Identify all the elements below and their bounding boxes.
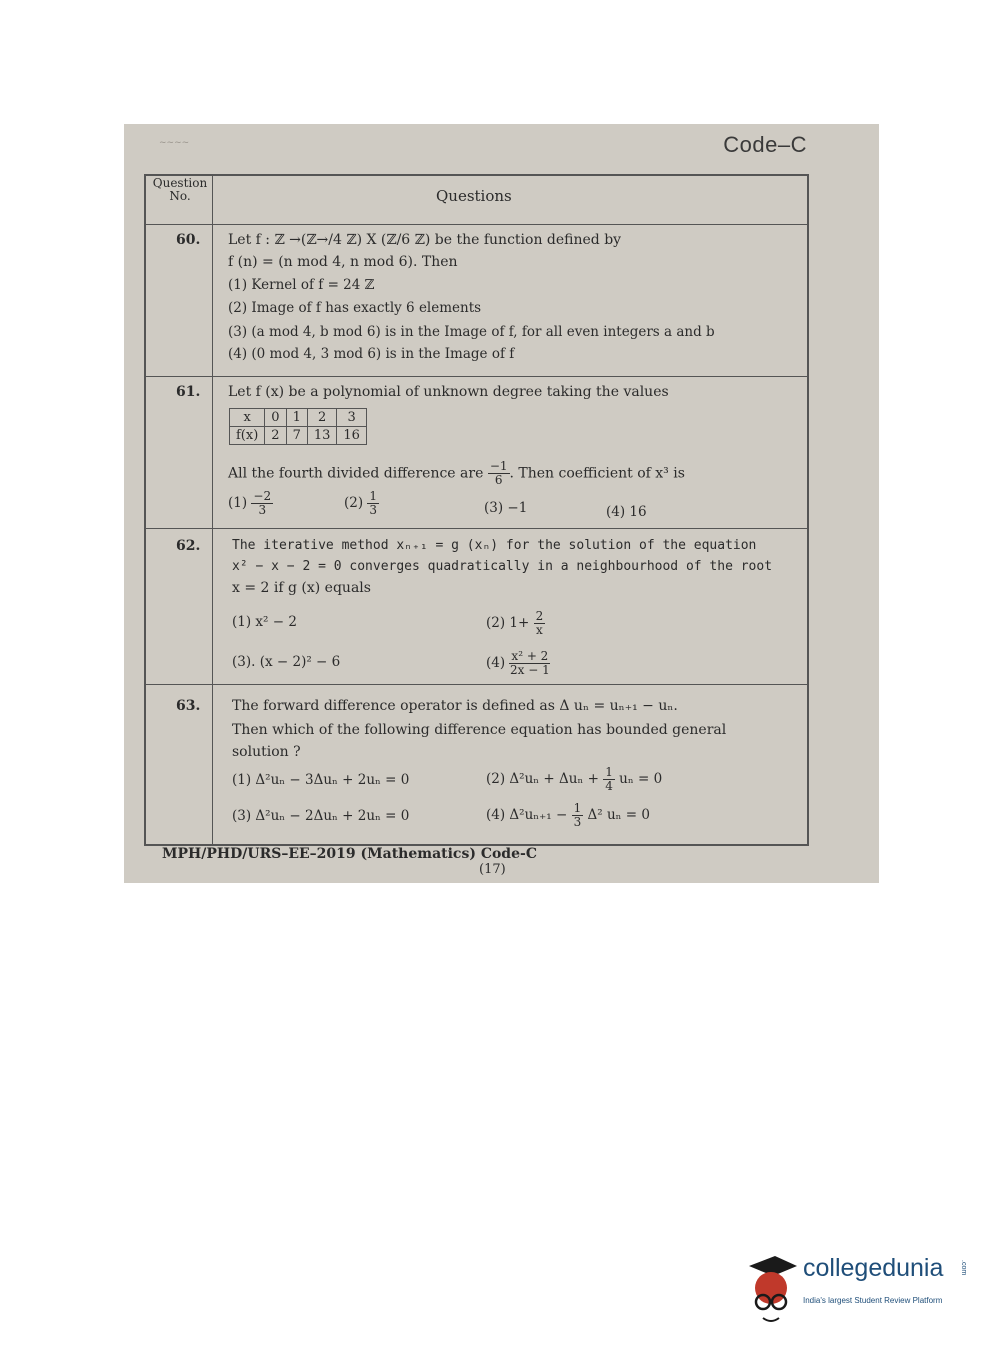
fraction-numerator: −2 [253, 489, 272, 503]
row-divider [146, 376, 807, 377]
brand-tagline: India's largest Student Review Platform [803, 1296, 943, 1305]
brand-name: collegedunia [803, 1254, 944, 1282]
option-label: (3) [484, 500, 504, 516]
option-label: (4) [606, 504, 626, 520]
option [486, 610, 545, 637]
paper-code: Code–C [723, 132, 807, 157]
row-divider [146, 528, 807, 529]
header-question-no: Question No. [152, 176, 208, 203]
fraction-denominator: 3 [573, 815, 582, 829]
question-number: 60. [176, 232, 201, 248]
option-text: (4) Δ²uₙ₊₁ − [486, 807, 568, 823]
page-number: (17) [479, 862, 506, 877]
statement-text: All the fourth divided difference are [228, 465, 484, 482]
option: (4) (0 mod 4, 3 mod 6) is in the Image of f [228, 346, 515, 362]
fraction-numerator: 1 [573, 801, 582, 815]
statement-text: . Then coefficient of x³ is [509, 465, 685, 482]
question-text: f (n) = (n mod 4, n mod 6). Then [228, 254, 458, 270]
question-text: x = 2 if g (x) equals [232, 580, 371, 596]
table-cell: 16 [337, 427, 367, 445]
fraction-numerator: −1 [489, 459, 508, 473]
question-text: The forward difference operator is defined as Δ uₙ = uₙ₊₁ − uₙ. [232, 698, 678, 714]
option-text: (2) Δ²uₙ + Δuₙ + [486, 771, 599, 787]
collegedunia-logo [745, 1244, 975, 1334]
fraction-denominator: 4 [605, 779, 613, 793]
fraction [534, 610, 546, 637]
fraction [251, 490, 273, 517]
table-cell: x [230, 409, 265, 427]
option: (3) Δ²uₙ − 2Δuₙ + 2uₙ = 0 [232, 808, 410, 824]
option: (3). (x − 2)² − 6 [232, 654, 341, 670]
option [486, 650, 550, 677]
option: (2) Image of f has exactly 6 elements [228, 300, 482, 316]
option-label: (1) [228, 495, 248, 511]
fraction-numerator: x² + 2 [511, 649, 549, 663]
question-text: solution ? [232, 744, 301, 760]
scan-note: ~~~~ [159, 138, 190, 148]
header-questions: Questions [436, 187, 512, 205]
question-text: Let f (x) be a polynomial of unknown degree taking the values [228, 384, 669, 400]
mascot-icon [745, 1254, 797, 1324]
option-label: (2) [344, 495, 364, 511]
table-cell: 3 [337, 409, 367, 427]
table-row [230, 427, 367, 445]
question-number: 62. [176, 538, 201, 554]
option-value: 16 [629, 504, 647, 520]
option [486, 766, 662, 793]
question-text: The iterative method xₙ₊₁ = g (xₙ) for the solution of the equation [232, 538, 757, 553]
scanned-page [124, 124, 879, 883]
fraction [603, 766, 615, 793]
option [228, 490, 273, 517]
option [484, 500, 527, 516]
table-row [230, 409, 367, 427]
header-divider [146, 224, 807, 225]
question-number: 63. [176, 698, 201, 714]
question-statement [228, 460, 685, 487]
footer-title: MPH/PHD/URS–EE–2019 (Mathematics) Code-C [162, 846, 537, 862]
table-cell: f(x) [230, 427, 265, 445]
question-text: x² − x − 2 = 0 converges quadratically in a neighbourhood of the root [232, 559, 773, 574]
fraction [367, 490, 379, 517]
fraction-denominator: 3 [258, 503, 267, 517]
option-text: Δ² uₙ = 0 [587, 807, 650, 823]
brand-suffix: .com [960, 1260, 967, 1276]
option-label: (2) 1+ [486, 615, 530, 631]
option: (1) Δ²uₙ − 3Δuₙ + 2uₙ = 0 [232, 772, 410, 788]
fraction-denominator: 6 [494, 473, 503, 487]
table-cell: 13 [307, 427, 337, 445]
values-table [229, 408, 367, 445]
table-cell: 0 [265, 409, 286, 427]
option-label: (4) [486, 655, 506, 671]
row-divider [146, 684, 807, 685]
fraction [488, 460, 510, 487]
table-cell: 2 [265, 427, 286, 445]
question-text: Let f : ℤ →(ℤ→/4 ℤ) X (ℤ/6 ℤ) be the function defined by [228, 232, 622, 248]
option: (3) (a mod 4, b mod 6) is in the Image of f, for all even integers a and b [228, 324, 715, 340]
question-number: 61. [176, 384, 201, 400]
fraction-numerator: 2 [535, 609, 544, 623]
fraction [509, 650, 550, 677]
table-cell: 1 [286, 409, 307, 427]
fraction-denominator: 3 [369, 503, 378, 517]
fraction-denominator: x [536, 623, 543, 637]
option: (1) x² − 2 [232, 614, 297, 630]
option [606, 504, 647, 520]
option [486, 802, 650, 829]
option: (1) Kernel of f = 24 ℤ [228, 277, 375, 293]
questions-table [144, 174, 809, 846]
option-value: −1 [507, 500, 528, 516]
fraction-numerator: 1 [369, 489, 378, 503]
table-cell: 2 [307, 409, 337, 427]
fraction-numerator: 1 [605, 765, 613, 779]
fraction-denominator: 2x − 1 [510, 663, 550, 677]
option-text: uₙ = 0 [619, 771, 663, 787]
question-text: Then which of the following difference equation has bounded general [232, 722, 727, 738]
fraction [572, 802, 584, 829]
option [344, 490, 379, 517]
table-cell: 7 [286, 427, 307, 445]
column-divider [212, 176, 213, 844]
